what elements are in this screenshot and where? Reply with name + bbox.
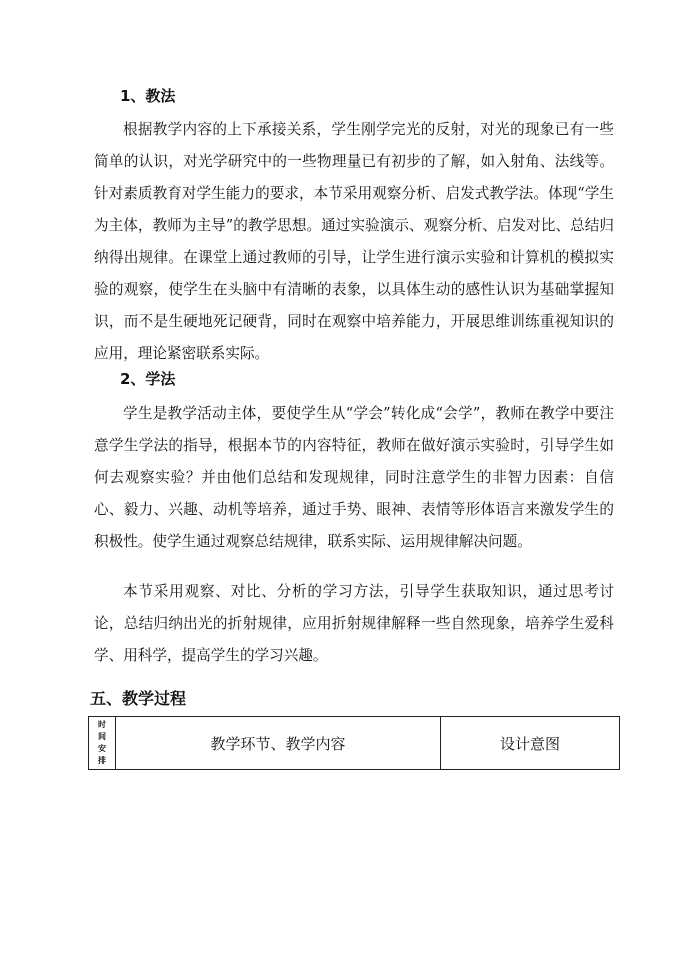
heading-teaching-process: 五、教学过程 <box>90 689 187 708</box>
heading-teaching-method: 1、教法 <box>120 87 176 105</box>
table-header-row <box>89 717 620 770</box>
heading-learning-method: 2、学法 <box>120 370 176 388</box>
teaching-process-table <box>88 716 620 770</box>
paragraph-learning-method-1: 学生是教学活动主体，要使学生从“学会”转化成“会学”，教师在教学中要注意学生学法的指导，根据本节的内容特征，教师在做好演示实验时，引导学生如何去观察实验？并由他们总结和发现规律，同时注意学生的非智力因素：自信心、毅力、兴趣、动机等培养，通过手势、眼神、表情等形体语言来激发学生的积极性。使学生通过观察总结规律，联系实际、运用规律解决问题。 <box>94 405 614 550</box>
header-teaching-content: 教学环节、教学内容 <box>116 717 441 770</box>
header-design-intent: 设计意图 <box>441 717 620 770</box>
header-time-arrangement <box>89 717 116 770</box>
paragraph-learning-method-2: 本节采用观察、对比、分析的学习方法，引导学生获取知识，通过思考讨论，总结归纳出光的折射规律，应用折射规律解释一些自然现象，培养学生爱科学、用科学，提高学生的学习兴趣。 <box>94 583 614 664</box>
header-time-arrangement-label: 时间安排 <box>98 720 106 765</box>
paragraph-teaching-method: 根据教学内容的上下承接关系，学生刚学完光的反射，对光的现象已有一些简单的认识，对光学研究中的一些物理量已有初步的了解，如入射角、法线等。针对素质教育对学生能力的要求，本节采用观察分析、启发式教学法。体现“学生为主体，教师为主导”的教学思想。通过实验演示、观察分析、启发对比、总结归纳得出规律。在课堂上通过教师的引导，让学生进行演示实验和计算机的模拟实验的观察，使学生在头脑中有清晰的表象，以具体生动的感性认识为基础掌握知识，而不是生硬地死记硬背，同时在观察中培养能力，开展思维训练重视知识的应用，理论紧密联系实际。 <box>94 121 614 362</box>
